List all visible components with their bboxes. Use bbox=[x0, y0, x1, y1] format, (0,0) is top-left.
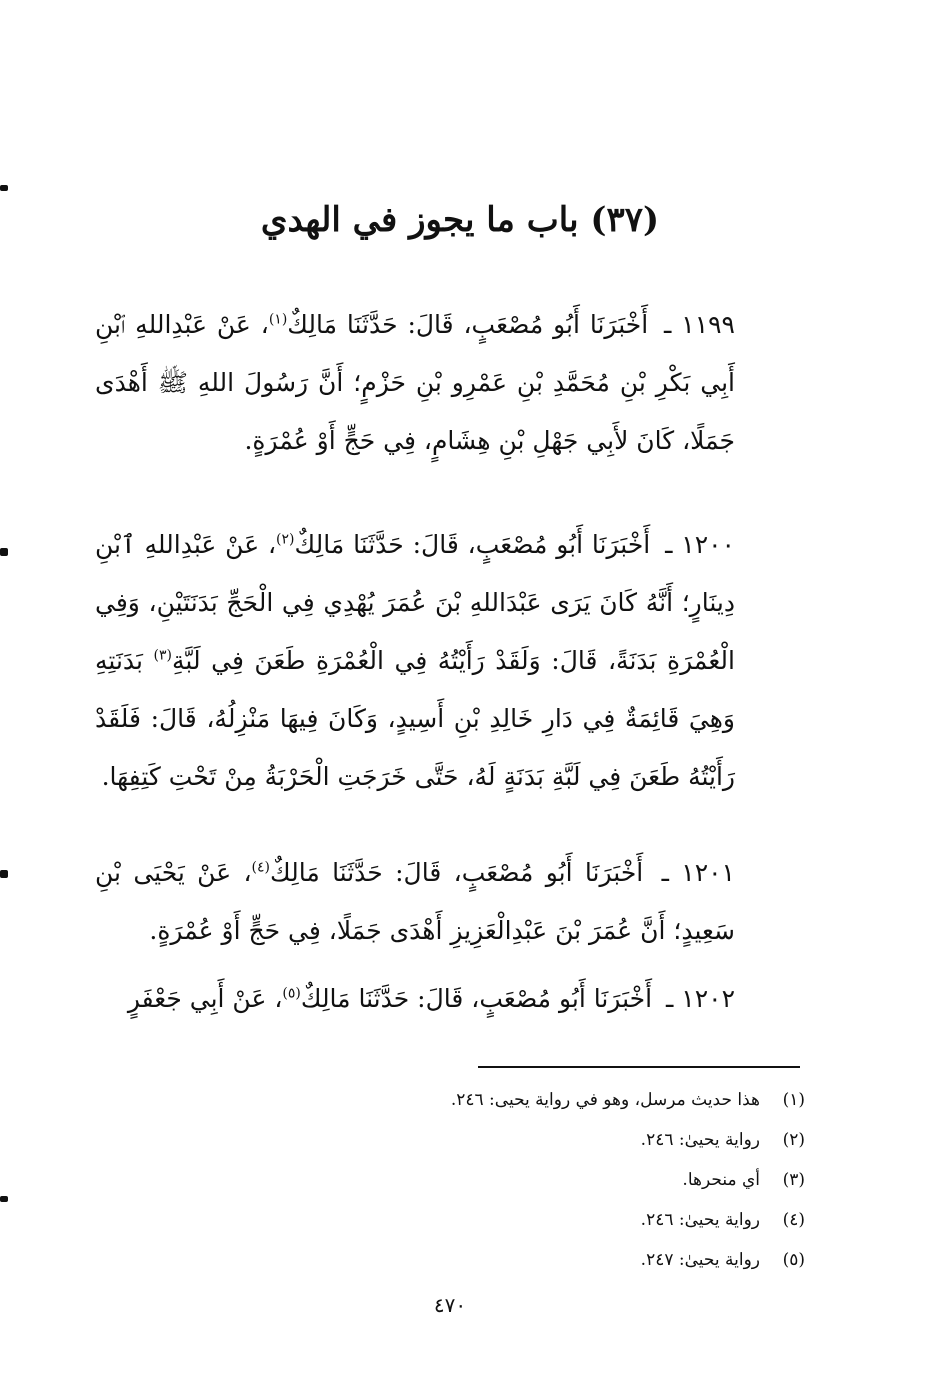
hadith-text: بَدَنَتِهِ وَهِيَ قَائِمَةٌ فِي دَارِ خَالِدِ بْنِ أَسِيدٍ، وَكَانَ فِيهَا مَنْزِلُهُ، قَالَ: فَلَقَدْ رَأَيْتُهُ طَعَنَ فِي لَبَّةِ بَدَنَةٍ لَهُ، حَتَّى خَرَجَتِ الْحَرْبَةُ مِنْ تَحْتِ كَتِفِهَا. bbox=[95, 646, 735, 791]
hadith-number: ١٢٠٢ ـ bbox=[666, 984, 735, 1013]
hadith-1202 bbox=[95, 970, 735, 1028]
footnote bbox=[300, 1200, 805, 1240]
footnote bbox=[300, 1240, 805, 1280]
footnote bbox=[300, 1120, 805, 1160]
footnote-text: رواية يحيىٰ: ٢٤٦. bbox=[640, 1130, 760, 1150]
hadith-number: ١١٩٩ ـ bbox=[664, 310, 735, 339]
footnote-number: (١) bbox=[782, 1090, 805, 1110]
page-number: ٤٧٠ bbox=[433, 1293, 467, 1317]
footnote-text: هذا حديث مرسل، وهو في رواية يحيى: ٢٤٦. bbox=[450, 1090, 760, 1110]
footnote-ref: (٢) bbox=[276, 531, 295, 548]
footnote-number: (٢) bbox=[782, 1130, 805, 1150]
hadith-1199 bbox=[95, 296, 735, 470]
hadith-number: ١٢٠١ ـ bbox=[661, 858, 735, 887]
chapter-title: (٣٧) باب ما يجوز في الهدي bbox=[260, 200, 660, 240]
footnote-ref: (٥) bbox=[282, 985, 301, 1002]
hadith-text: ، عَنْ أَبِي جَعْفَرٍ bbox=[127, 984, 283, 1013]
scan-edge-mark bbox=[0, 870, 8, 878]
footnote-text: رواية يحيىٰ: ٢٤٦. bbox=[640, 1210, 760, 1230]
footnote bbox=[300, 1080, 805, 1120]
hadith-1201 bbox=[95, 844, 735, 960]
hadith-text: أَخْبَرَنَا أَبُو مُصْعَبٍ، قَالَ: حَدَّثَنَا مَالِكٌ bbox=[300, 984, 653, 1013]
hadith-text: أَخْبَرَنَا أَبُو مُصْعَبٍ، قَالَ: حَدَّثَنَا مَالِكٌ bbox=[287, 310, 649, 339]
scan-edge-mark bbox=[0, 1196, 8, 1202]
footnote-number: (٤) bbox=[782, 1210, 805, 1230]
hadith-text: ، عَنْ عَبْدِاللهِ ٱبْنِ دِينَارٍ؛ أَنَّهُ كَانَ يَرَى عَبْدَاللهِ بْنَ عُمَرَ يُهْدِي فِي الْحَجِّ بَدَنَتَيْنِ، وَفِي الْعُمْرَةِ بَدَنَةً، قَالَ: وَلَقَدْ رَأَيْتُهُ فِي الْعُمْرَةِ طَعَنَ فِي لَبَّةِ bbox=[95, 530, 735, 675]
hadith-number: ١٢٠٠ ـ bbox=[665, 530, 735, 559]
footnotes bbox=[300, 1080, 805, 1280]
footnote-number: (٣) bbox=[782, 1170, 805, 1190]
footnote-ref: (٣) bbox=[153, 647, 172, 664]
footnote-text: رواية يحيىٰ: ٢٤٧. bbox=[640, 1250, 760, 1270]
hadith-text: أَخْبَرَنَا أَبُو مُصْعَبٍ، قَالَ: حَدَّثَنَا مَالِكٌ bbox=[270, 858, 644, 887]
hadith-text: ، عَنْ يَحْيَى بْنِ سَعِيدٍ؛ أَنَّ عُمَرَ بْنَ عَبْدِالْعَزِيزِ أَهْدَى جَمَلًا، فِي حَجٍّ أَوْ عُمْرَةٍ. bbox=[95, 858, 735, 945]
scan-edge-mark bbox=[0, 185, 8, 191]
footnote-ref: (٤) bbox=[251, 859, 271, 876]
footnote-text: أي منحرها. bbox=[682, 1170, 760, 1190]
hadith-text: ، عَنْ عَبْدِاللهِ ٱبْنِ أَبِي بَكْرِ بْنِ مُحَمَّدِ بْنِ عَمْرِو بْنِ حَزْمٍ؛ أَنَّ رَسُولَ اللهِ ﷺ أَهْدَى جَمَلًا، كَانَ لأَبِي جَهْلِ بْنِ هِشَامٍ، فِي حَجٍّ أَوْ عُمْرَةٍ. bbox=[95, 310, 735, 455]
footnote-number: (٥) bbox=[782, 1250, 805, 1270]
hadith-text: أَخْبَرَنَا أَبُو مُصْعَبٍ، قَالَ: حَدَّثَنَا مَالِكٌ bbox=[294, 530, 651, 559]
footnote bbox=[300, 1160, 805, 1200]
hadith-1200 bbox=[95, 516, 735, 806]
footnote-divider bbox=[478, 1066, 800, 1068]
footnote-ref: (١) bbox=[268, 311, 288, 328]
scan-edge-mark bbox=[0, 548, 8, 556]
